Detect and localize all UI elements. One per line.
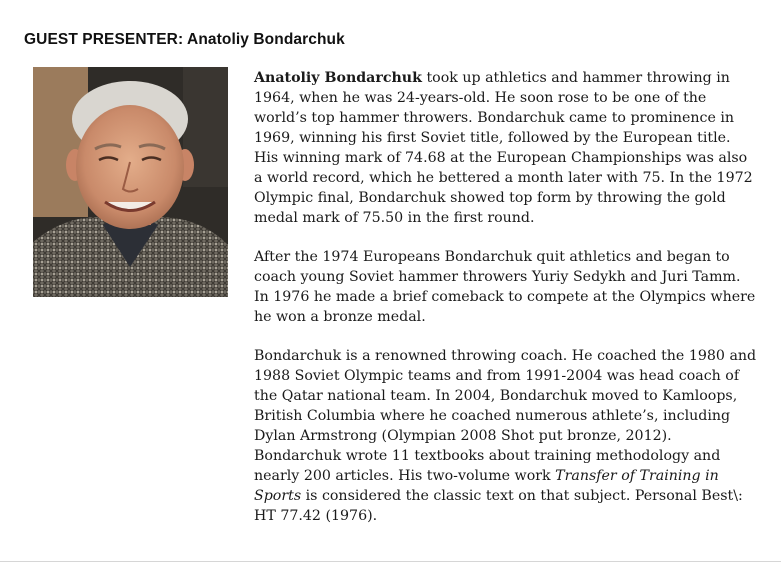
page-divider (0, 561, 781, 562)
section-heading: GUEST PRESENTER: Anatoliy Bondarchuk (24, 31, 345, 48)
presenter-bio (254, 68, 759, 545)
bio-paragraph-2 (254, 247, 759, 327)
presenter-name: Anatoliy Bondarchuk (254, 70, 422, 86)
bio-paragraph-2-text: After the 1974 Europeans Bondarchuk quit athletics and began to coach young Soviet hammer throwers Yuriy Sedykh and Juri Tamm. In 1976 he made a brief comeback to compete at the Olympics where he won a bronze medal. (254, 249, 756, 325)
bio-paragraph-1-text: took up athletics and hammer throwing in 1964, when he was 24-years-old. He soon rose to be one of the world’s top hammer throwers. Bondarchuk came to prominence in 1969, winning his first Soviet title, followed by the European title. His winning mark of 74.68 at the European Championships was also a world record, which he bettered a month later with 75. In the 1972 Olympic final, Bondarchuk showed top form by throwing the gold medal mark of 75.50 in the first round. (254, 70, 753, 226)
presenter-photo (33, 67, 228, 297)
bio-paragraph-3-text-a: Bondarchuk is a renowned throwing coach. He coached the 1980 and 1988 Soviet Olympic teams and from 1991-2004 was head coach of the Qatar national team. In 2004, Bondarchuk moved to Kamloops, British Columbia where he coached numerous athlete’s, including Dylan Armstrong (Olympian 2008 Shot put bronze, 2012). Bondarchuk wrote 11 textbooks about training methodology and nearly 200 articles. His two-volume work (254, 348, 757, 484)
bio-paragraph-3-text-b: is considered the classic text on that subject. Personal Best\: HT 77.42 (1976). (254, 488, 743, 524)
book-title: Transfer of Training in Sports (254, 468, 719, 504)
bio-paragraph-1 (254, 68, 759, 228)
bio-paragraph-3 (254, 346, 759, 526)
